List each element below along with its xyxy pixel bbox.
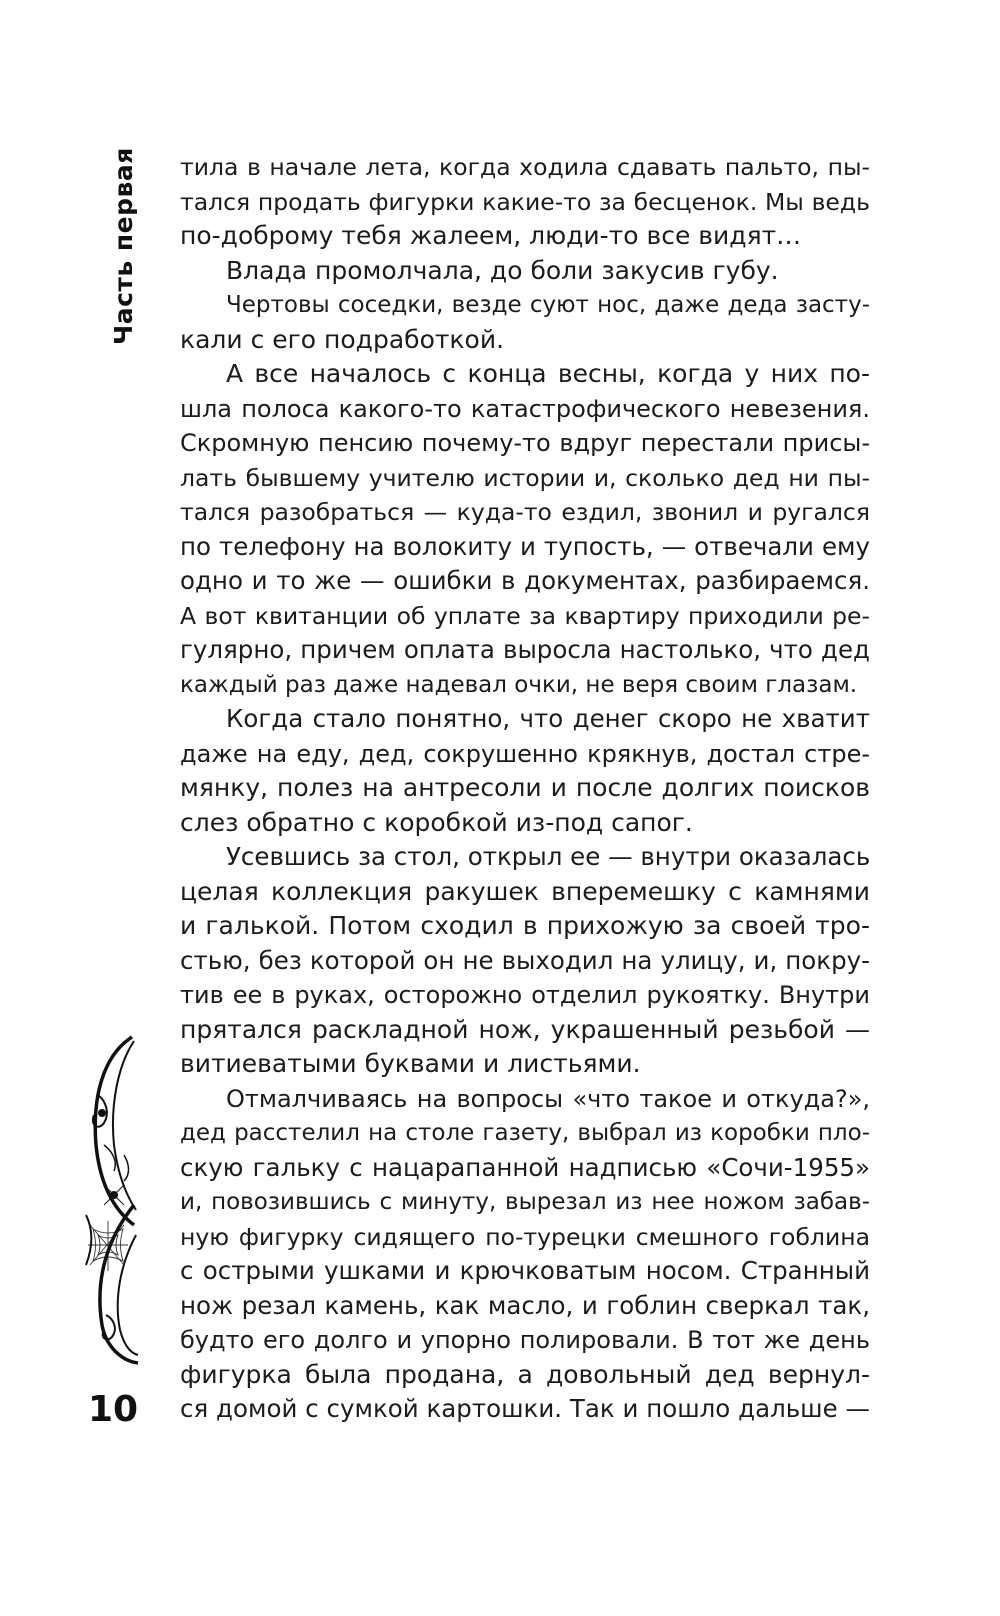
text-line: даже на еду, дед, сокрушенно крякнув, достал стре- (180, 739, 870, 768)
text-line: по телефону на волокиту и тупость, — отвечали ему (180, 531, 870, 561)
text-line: кали с его подработкой. (180, 324, 505, 354)
text-line: лать бывшему учителю истории и, сколько дед ни пы- (180, 463, 870, 492)
text-line: тался продать фигурки какие-то за бесценок. Мы ведь (180, 187, 870, 216)
text-line: тался разобраться — куда-то ездил, звонил и ругался (180, 498, 870, 526)
cobweb-ornament-icon (84, 1035, 140, 1365)
text-line: А вот квитанции об уплате за квартиру приходили ре- (180, 601, 870, 630)
running-head-text: Часть первая (109, 147, 138, 345)
text-line: Усевшись за стол, открыл ее — внутри оказалась (226, 842, 871, 871)
text-line: Скромную пенсию почему-то вдруг перестали присы- (180, 429, 870, 457)
text-line: Отмалчиваясь на вопросы «что такое и откуда?», (226, 1084, 870, 1113)
text-line: ную фигурку сидящего по-турецки смешного гоблина (180, 1222, 870, 1251)
text-line: стью, без которой он не выходил на улицу, и, покру- (180, 945, 870, 975)
text-line: и, повозившись с минуту, вырезал из нее ножом забав- (180, 1189, 870, 1215)
body-text (180, 150, 870, 1427)
text-line: витиеватыми буквами и листьями. (180, 1049, 641, 1078)
text-line: будто его долго и упорно полировали. В тот же день (180, 1326, 870, 1354)
text-line: целая коллекция ракушек вперемешку с камнями (180, 876, 870, 906)
text-line: по-доброму тебя жалеем, люди-то все видят… (180, 221, 802, 250)
text-line: тив ее в руках, осторожно отделил рукоятку. Внутри (180, 981, 870, 1009)
text-line: гулярно, причем оплата выросла настолько, что дед (180, 635, 870, 664)
text-line: и галькой. Потом сходил в прихожую за своей тро- (180, 911, 870, 940)
text-line: ся домой с сумкой картошки. Так и пошло дальше — (180, 1394, 870, 1423)
text-line: фигурка была продана, а довольный дед вернул- (180, 1359, 870, 1389)
text-line: нож резал камень, как масло, и гоблин сверкал так, (180, 1290, 870, 1320)
text-line: дед расстелил на столе газету, выбрал из коробки пло- (180, 1120, 870, 1146)
text-line: тила в начале лета, когда ходила сдавать пальто, пы- (180, 153, 870, 181)
text-line: прятался раскладной нож, украшенный резьбой — (180, 1014, 870, 1044)
text-line: каждый раз даже надевал очки, не веря своим глазам. (180, 671, 858, 698)
text-line: с острыми ушками и крючковатым носом. Странный (180, 1256, 870, 1285)
text-line: скую гальку с нацарапанной надписью «Сочи-1955» (180, 1152, 870, 1182)
text-line: шла полоса какого-то катастрофического невезения. (180, 394, 870, 423)
text-line: мянку, полез на антресоли и после долгих поисков (180, 773, 870, 802)
text-line: Влада промолчала, до боли закусив губу. (226, 255, 779, 285)
page-number: 10 (88, 1389, 139, 1430)
running-head (104, 147, 144, 345)
text-line: Чертовы соседки, везде суют нос, даже деда засту- (226, 292, 870, 318)
text-line: Когда стало понятно, что денег скоро не хватит (226, 704, 870, 733)
text-line: одно и то же — ошибки в документах, разбираемся. (180, 566, 870, 595)
text-line: А все началось с конца весны, когда у них по- (226, 359, 870, 388)
text-line: слез обратно с коробкой из-под сапог. (180, 807, 693, 837)
